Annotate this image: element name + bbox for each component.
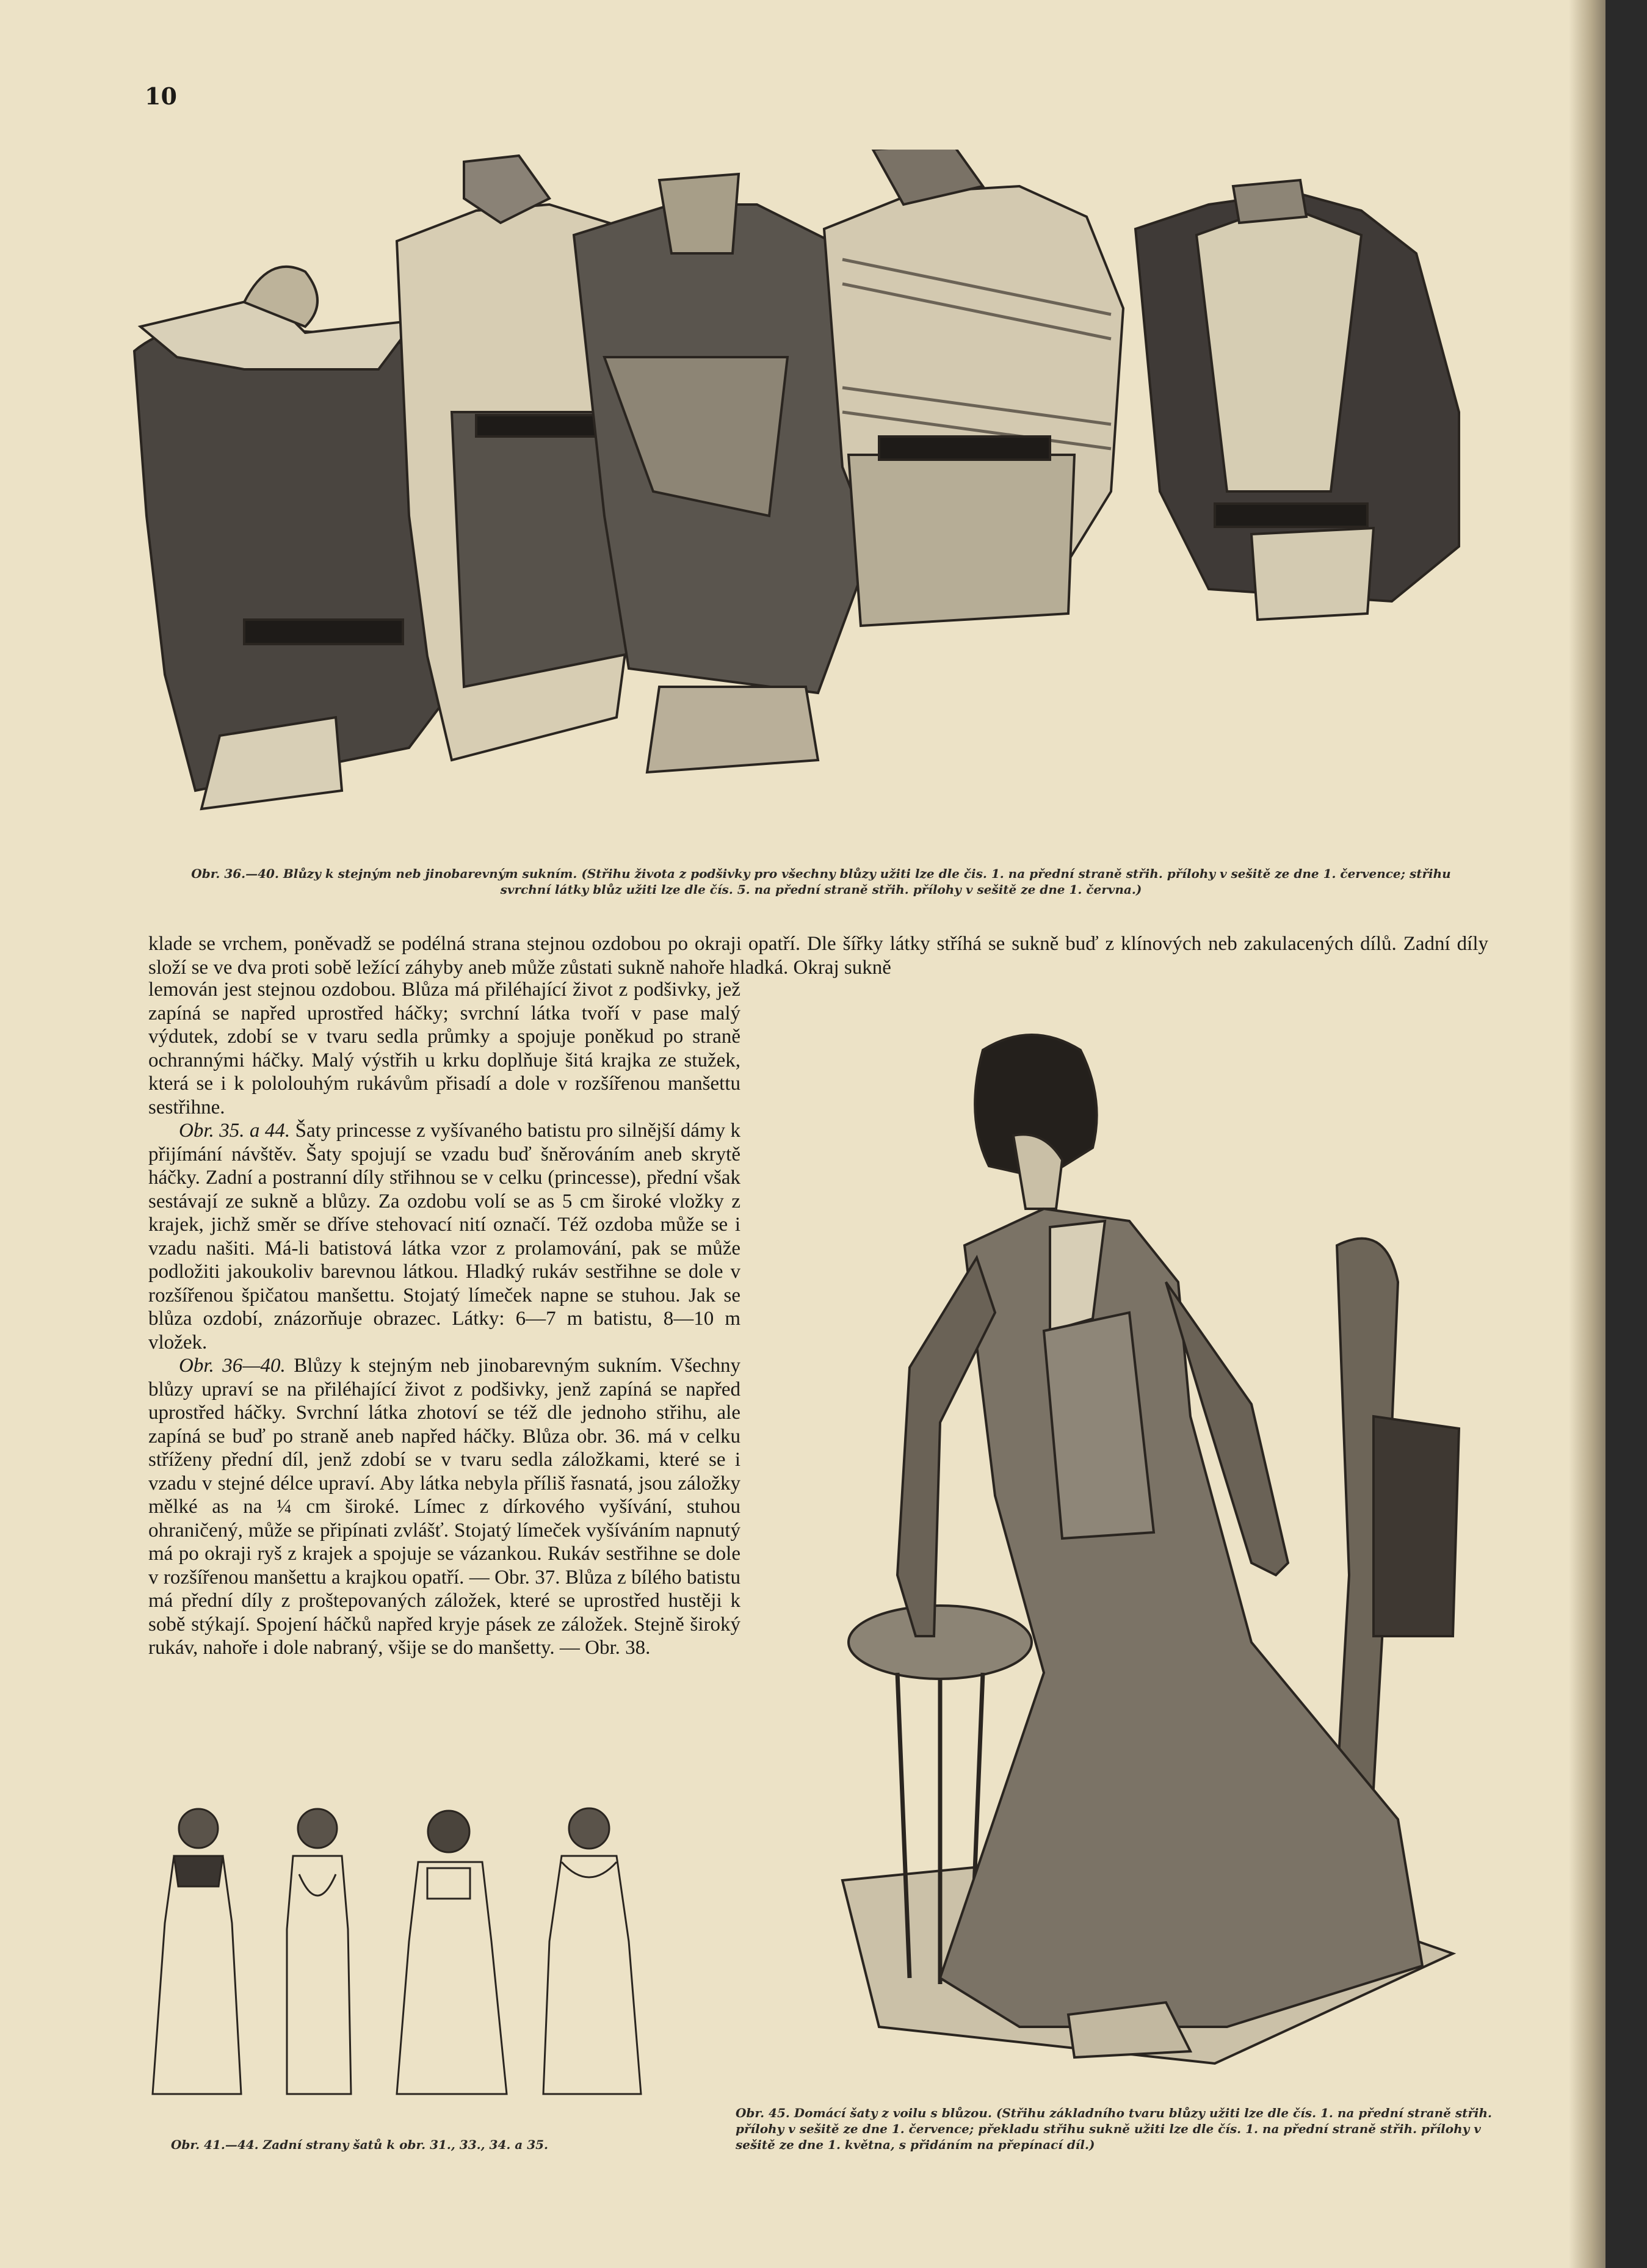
top-figure-caption — [165, 866, 1477, 897]
body-paragraph-1: lemován jest stejnou ozdobou. Blůza má přiléhající život z podšivky, jež zapíná se napřed uprostřed háčky; svrchní látka tvoří v pase malý výdutek, zdobí se v tvaru sedla průmky a spojuje poněkud po straně ochrannými háčky. Malý výstřih u krku doplňuje šitá krajka ze stužek, která se i k pololouhým rukávům přisadí a dole v rozšířenou manšettu sestřihne. — [148, 979, 740, 1118]
body-paragraph-2 — [148, 1119, 740, 1354]
seated-figure-label: Obr. 45. Domácí šaty z voilu s blůzou. — [736, 2106, 992, 2120]
seated-woman-drawing — [787, 1026, 1477, 2082]
figure-reference-35-44: Obr. 35. a 44. — [179, 1120, 291, 1142]
figure-reference-36-40: Obr. 36—40. — [179, 1355, 286, 1377]
seated-figure-caption-text: (Střihu základního tvaru blůzy užiti lze dle čís. 1. na přední straně střih. přílohy v sešitě ze dne 1. července; překladu střihu sukně užiti lze dle čís. 1. na přední straně střih. přílohy v sešitě ze dne 1. května, s přidáním na přepínací díl.) — [736, 2106, 1492, 2152]
bottom-left-caption: Obr. 41.—44. Zadní strany šatů k obr. 31., 33., 34. a 35. — [171, 2137, 548, 2152]
seated-figure-caption — [736, 2105, 1493, 2153]
body-paragraph-2-text: Šaty princesse z vyšívaného batistu pro silnější dámy k přijímání návštěv. Šaty spojují se vzadu buď šněrováním aneb skrytě háčky. Zadní a postranní díly střihnou se v celku (princesse), přední však sestávají ze sukně a blůzy. Za ozdobu volí se as 5 cm široké vložky z krajek, jichž směr se dříve stehovací nití označí. Též ozdoba může se i vzadu našiti. Má-li batistová látka vzor z prolamování, pak se může podložiti jakoukoliv barevnou látkou. Hladký rukáv sestřihne se dole v rozšířenou špičatou manšettu. Stojatý límeček napne se stuhou. Jak se blůza ozdobí, znázorňuje obrazec. Látky: 6—7 m batistu, 8—10 m vložek. — [148, 1120, 740, 1353]
body-paragraph-full-width: klade se vrchem, poněvadž se podélná strana stejnou ozdobou po okraji opatří. Dle šířky látky stříhá se sukně buď z klínových neb zakulacených dílů. Zadní díly složí se ve dva proti sobě ležící záhyby aneb může zůstati sukně nahoře hladká. Okraj sukně — [148, 933, 1488, 979]
top-figure-label: Obr. 36.—40. Blůzy k stejným neb jinobarevným sukním. — [191, 866, 577, 881]
top-figure-caption-text: (Střihu života z podšivky pro všechny blůzy užiti lze dle čis. 1. na přední straně střih. přílohy v sešitě ze dne 1. července; střihu svrchní látky blůz užiti lze dle čís. 5. na přední straně střih. přílohy v sešitě ze dne 1. června.) — [500, 866, 1451, 897]
back-views-drawing — [140, 1801, 665, 2106]
page-number: 10 — [145, 82, 177, 110]
body-paragraph-3 — [148, 1354, 740, 1660]
body-text-column — [148, 978, 740, 1660]
body-paragraph-3-text: Blůzy k stejným neb jinobarevným sukním. Všechny blůzy upraví se na přiléhající život z podšivky, jenž zapíná se napřed uprostřed háčky. Svrchní látka zhotoví se též dle jednoho střihu, ale zapíná se buď po straně aneb napřed háčky. Blůza obr. 36. má v celku stříženy přední díl, jenž zdobí se v tvaru sedla záložkami, které se i vzadu v stejné délce upraví. Aby látka nebyla příliš řasnatá, jsou záložky mělké as na ¼ cm široké. Límec z dírkového vyšívání, stuhou ohraničený, může se připínati zvlášť. Stojatý límeček vyšíváním napnutý má po okraji ryš z krajek a spojuje se vázankou. Rukáv sestřihne se dole v rozšířenou manšettu a krajkou opatří. — Obr. 37. Blůza z bílého batistu má přední díly z proštepovaných záložek, které se uprostřed hustěji k sobě stýkají. Spojení háčků napřed kryje pásek ze záložek. Stejně široký rukáv, nahoře i dole nabraný, všije se do manšetty. — Obr. 38. — [148, 1355, 741, 1659]
back-views-illustration — [140, 1801, 665, 2106]
blouses-illustration — [122, 150, 1508, 842]
seated-woman-illustration — [787, 1026, 1477, 2082]
blouses-drawing — [122, 150, 1508, 842]
